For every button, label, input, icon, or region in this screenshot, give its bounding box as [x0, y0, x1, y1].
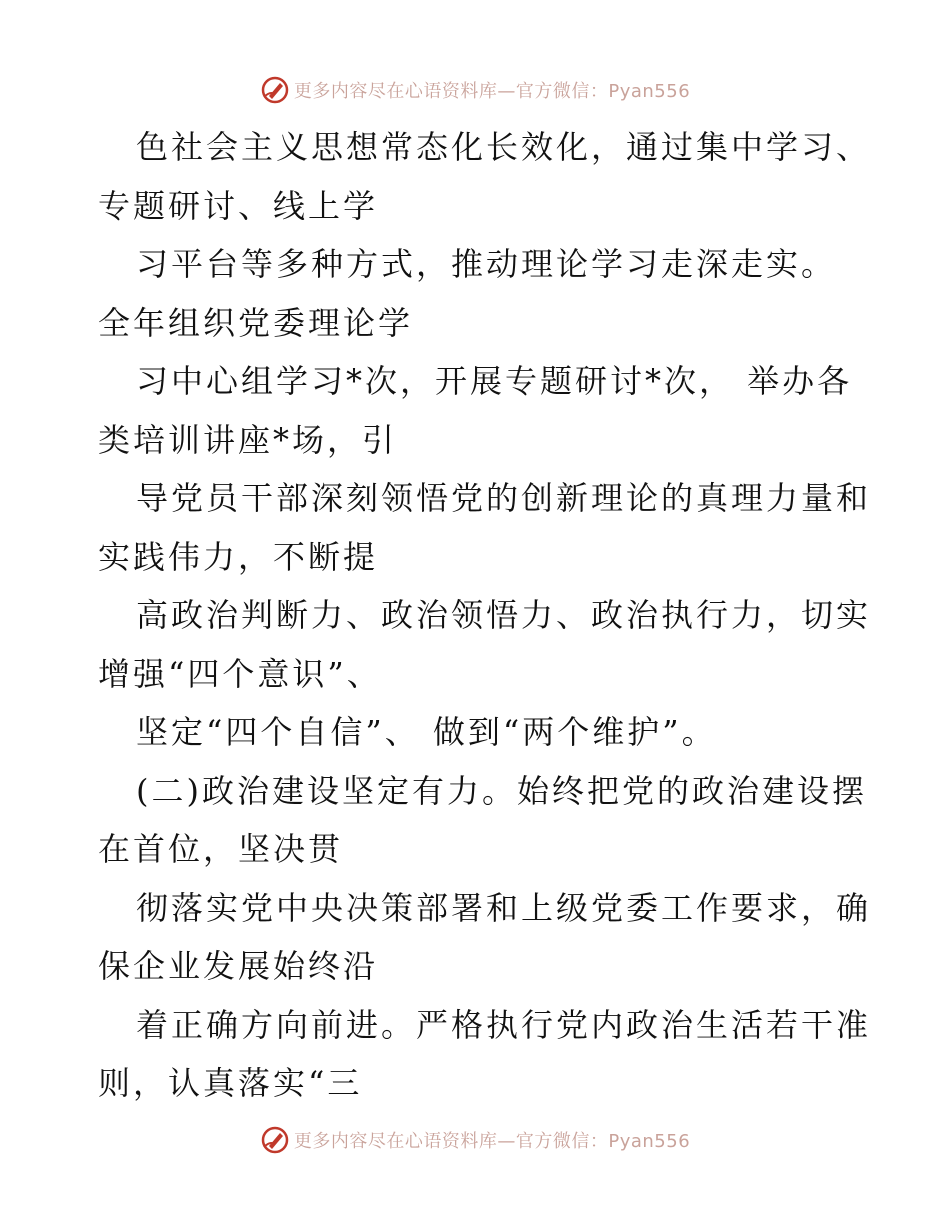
watermark-text: 更多内容尽在心语资料库—官方微信：Pyan556 — [293, 81, 691, 102]
body-line: 导党员干部深刻领悟党的创新理论的真理力量和 — [136, 479, 872, 517]
watermark-text: 更多内容尽在心语资料库—官方微信：Pyan556 — [293, 1131, 691, 1152]
header-watermark-group — [260, 75, 690, 105]
body-line: 习中心组学习*次，开展专题研讨*次， 举办各 — [136, 362, 853, 400]
document-body — [98, 118, 872, 1113]
body-line: 彻落实党中央决策部署和上级党委工作要求，确 — [136, 888, 872, 927]
body-line: 保企业发展始终沿 — [98, 947, 379, 985]
footer-watermark-group — [260, 1125, 690, 1155]
body-line: 类培训讲座*场，引 — [98, 420, 398, 459]
body-line: 专题研讨、线上学 — [98, 186, 379, 225]
body-line: 则，认真落实“三 — [98, 1064, 363, 1102]
pen-logo-icon — [260, 1125, 290, 1155]
body-line: 全年组织党委理论学 — [98, 303, 414, 342]
body-line: 习平台等多种方式，推动理论学习走深走实。 — [136, 245, 837, 283]
body-line: 色社会主义思想常态化长效化，通过集中学习、 — [136, 128, 872, 166]
body-line: 高政治判断力、政治领悟力、政治执行力，切实 — [136, 596, 872, 634]
body-line: 实践伟力，不断提 — [98, 537, 379, 576]
body-line: 着正确方向前进。严格执行党内政治生活若干准 — [136, 1005, 872, 1044]
section-heading-line: (二)政治建设坚定有力。始终把党的政治建设摆 — [136, 771, 867, 810]
footer-watermark — [0, 1120, 950, 1160]
pen-logo-icon — [260, 75, 290, 105]
body-line: 增强“四个意识”、 — [98, 654, 382, 693]
body-line: 在首位，坚决贯 — [98, 830, 344, 868]
header-watermark — [0, 70, 950, 110]
body-line: 坚定“四个自信”、 做到“两个维护”。 — [136, 713, 717, 751]
